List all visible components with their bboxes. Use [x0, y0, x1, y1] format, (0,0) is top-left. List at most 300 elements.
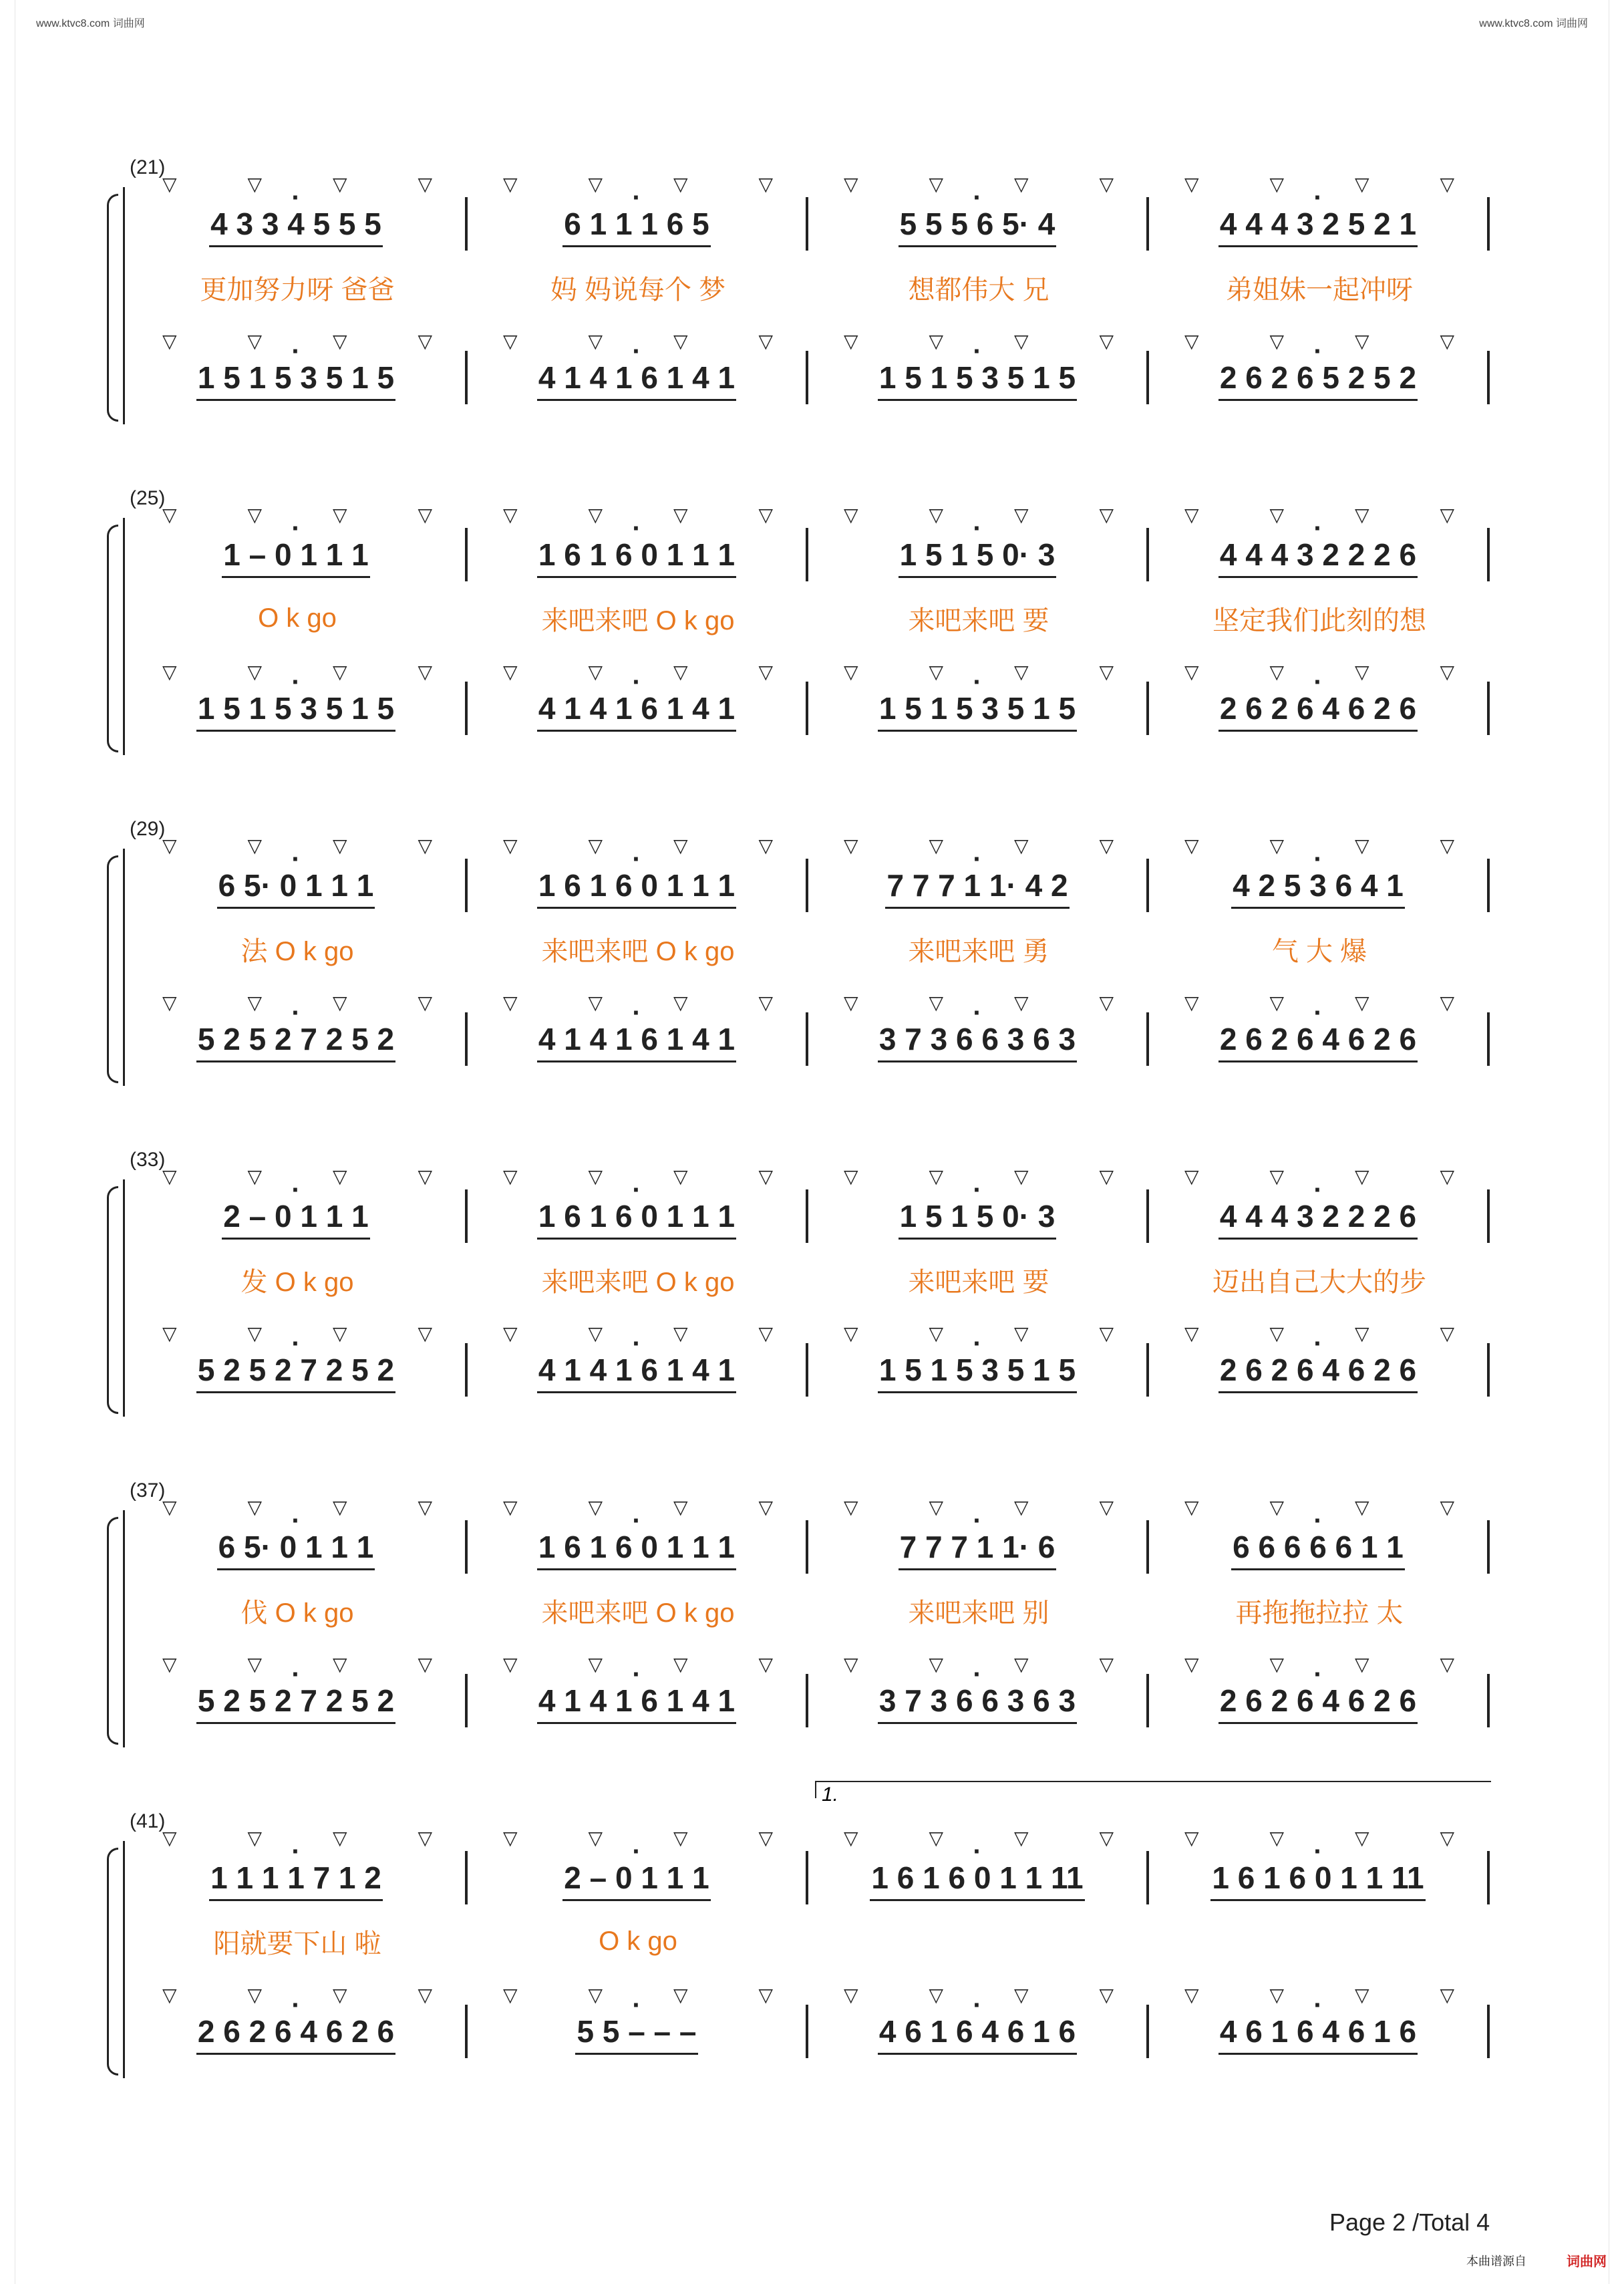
- measure: [127, 1674, 468, 1727]
- measure: [468, 1590, 808, 1630]
- bass-text: · 4 6 1 6 4 6 1 6: [1220, 2013, 1416, 2049]
- accent-triangle-icon: ▽: [418, 1322, 433, 1344]
- accent-triangle-icon: ▽: [247, 661, 263, 682]
- measure: [127, 1921, 468, 1961]
- accent-triangle-icon: ▽: [929, 835, 944, 856]
- accent-triangle-icon: ▽: [1440, 173, 1455, 194]
- accent-triangle-icon: ▽: [1354, 1827, 1369, 1848]
- melody-text: · 4 4 4 3 2 2 2 6: [1220, 537, 1416, 573]
- measure: [1149, 598, 1490, 638]
- accent-triangle-icon: ▽: [1184, 992, 1199, 1013]
- lyric-text: 来吧来吧 O k go: [541, 1598, 735, 1628]
- measure: [808, 859, 1149, 912]
- measure: [468, 197, 808, 251]
- bass-text: · 3 7 3 6 6 3 6 3: [879, 1683, 1076, 1719]
- accent-triangle-icon: ▽: [332, 330, 347, 351]
- accent-marks-row: [127, 835, 1490, 855]
- measure: [1149, 1012, 1490, 1066]
- accent-triangle-icon: ▽: [162, 1165, 177, 1187]
- bass-row: [127, 1343, 1490, 1397]
- accent-triangle-icon: ▽: [332, 1653, 347, 1675]
- accent-triangle-icon: ▽: [247, 1827, 263, 1848]
- accent-triangle-icon: ▽: [929, 1653, 944, 1675]
- melody-text: · 2 – 0 1 1 1: [223, 1198, 368, 1234]
- accent-triangle-icon: ▽: [1440, 504, 1455, 525]
- accent-triangle-icon: ▽: [1184, 1165, 1199, 1187]
- accent-triangle-icon: ▽: [247, 835, 263, 856]
- lyric-text: 弟姐妹一起冲呀: [1226, 275, 1413, 305]
- accent-triangle-icon: ▽: [1013, 1496, 1029, 1518]
- accent-marks-row: [127, 662, 1490, 682]
- header-right: www.ktvc8.com 词曲网: [1479, 18, 1588, 29]
- accent-triangle-icon: ▽: [673, 1496, 688, 1518]
- accent-triangle-icon: ▽: [247, 173, 263, 194]
- melody-text: · 7 7 7 1 1· 6: [900, 1529, 1055, 1565]
- system-4: [127, 1149, 1490, 1427]
- melody-row: [127, 1520, 1490, 1574]
- measure: [1149, 197, 1490, 251]
- melody-row: [127, 1851, 1490, 1904]
- measure: [808, 1260, 1149, 1300]
- system-start-line: [123, 849, 125, 1086]
- accent-triangle-icon: ▽: [758, 330, 774, 351]
- accent-triangle-icon: ▽: [843, 661, 858, 682]
- measure: [468, 1851, 808, 1904]
- accent-triangle-icon: ▽: [588, 661, 603, 682]
- melody-text: · 4 4 4 3 2 5 2 1: [1220, 206, 1416, 242]
- accent-triangle-icon: ▽: [1269, 1984, 1285, 2005]
- accent-triangle-icon: ▽: [1013, 1827, 1029, 1848]
- site-logo: 词曲网: [1567, 2255, 1607, 2269]
- accent-triangle-icon: ▽: [758, 661, 774, 682]
- measure-number: (29): [130, 818, 166, 840]
- melody-text: · 1 5 1 5 0· 3: [900, 537, 1055, 573]
- accent-triangle-icon: ▽: [502, 504, 518, 525]
- lyric-row: [127, 929, 1490, 969]
- accent-triangle-icon: ▽: [1269, 1496, 1285, 1518]
- bass-text: · 4 1 4 1 6 1 4 1: [538, 690, 735, 726]
- accent-marks-row: [127, 505, 1490, 525]
- measure: [808, 1674, 1149, 1727]
- melody-row: [127, 1189, 1490, 1243]
- accent-triangle-icon: ▽: [1269, 661, 1285, 682]
- accent-triangle-icon: ▽: [1184, 835, 1199, 856]
- melody-text: · 1 6 1 6 0 1 1 1: [538, 1529, 735, 1565]
- system-start-line: [123, 1179, 125, 1417]
- lyric-text: 迈出自己大大的步: [1212, 1267, 1426, 1297]
- accent-triangle-icon: ▽: [418, 992, 433, 1013]
- system-6: [127, 1783, 1490, 2088]
- system-brace: [107, 525, 118, 752]
- melody-text: · 5 5 5 6 5· 4: [900, 206, 1055, 242]
- accent-marks-row: [127, 1497, 1490, 1517]
- bass-text: · 2 6 2 6 4 6 2 6: [1220, 1021, 1416, 1057]
- accent-triangle-icon: ▽: [843, 1827, 858, 1848]
- melody-row: [127, 859, 1490, 912]
- melody-text: · 4 2 5 3 6 4 1: [1233, 867, 1404, 903]
- measure: [1149, 1921, 1490, 1961]
- accent-triangle-icon: ▽: [1354, 992, 1369, 1013]
- measure: [808, 1921, 1149, 1961]
- system-2: [127, 487, 1490, 765]
- accent-triangle-icon: ▽: [418, 661, 433, 682]
- bass-row: [127, 1012, 1490, 1066]
- measure: [127, 1189, 468, 1243]
- melody-text: · 4 3 3 4 5 5 5: [210, 206, 381, 242]
- accent-triangle-icon: ▽: [1184, 173, 1199, 194]
- accent-triangle-icon: ▽: [1099, 661, 1114, 682]
- accent-triangle-icon: ▽: [1440, 1653, 1455, 1675]
- accent-triangle-icon: ▽: [1099, 1165, 1114, 1187]
- measure: [1149, 1343, 1490, 1397]
- accent-triangle-icon: ▽: [758, 835, 774, 856]
- measure: [127, 859, 468, 912]
- accent-triangle-icon: ▽: [673, 1165, 688, 1187]
- accent-triangle-icon: ▽: [1440, 1165, 1455, 1187]
- system-1: [127, 156, 1490, 434]
- bass-text: · 1 5 1 5 3 5 1 5: [198, 690, 394, 726]
- bass-text: · 4 1 4 1 6 1 4 1: [538, 1352, 735, 1388]
- accent-triangle-icon: ▽: [332, 1827, 347, 1848]
- accent-marks-row: [127, 331, 1490, 351]
- accent-triangle-icon: ▽: [1440, 661, 1455, 682]
- lyric-row: [127, 1921, 1490, 1961]
- accent-triangle-icon: ▽: [929, 992, 944, 1013]
- accent-triangle-icon: ▽: [929, 504, 944, 525]
- bass-text: · 4 1 4 1 6 1 4 1: [538, 1021, 735, 1057]
- accent-triangle-icon: ▽: [1269, 330, 1285, 351]
- accent-triangle-icon: ▽: [162, 1653, 177, 1675]
- accent-triangle-icon: ▽: [1354, 504, 1369, 525]
- accent-triangle-icon: ▽: [332, 173, 347, 194]
- bass-text: · 4 1 4 1 6 1 4 1: [538, 1683, 735, 1719]
- measure: [808, 1343, 1149, 1397]
- measure: [1149, 1851, 1490, 1904]
- accent-triangle-icon: ▽: [588, 1322, 603, 1344]
- measure: [468, 267, 808, 307]
- accent-triangle-icon: ▽: [929, 1322, 944, 1344]
- lyric-text: O k go: [258, 603, 337, 633]
- accent-triangle-icon: ▽: [162, 1827, 177, 1848]
- lyric-text: 来吧来吧 勇: [908, 936, 1049, 966]
- measure: [468, 1520, 808, 1574]
- accent-triangle-icon: ▽: [1099, 330, 1114, 351]
- accent-triangle-icon: ▽: [588, 1984, 603, 2005]
- accent-triangle-icon: ▽: [502, 1496, 518, 1518]
- measure: [127, 682, 468, 735]
- lyric-text: 来吧来吧 O k go: [541, 1267, 735, 1297]
- accent-triangle-icon: ▽: [1269, 173, 1285, 194]
- bass-text: · 1 5 1 5 3 5 1 5: [198, 360, 394, 396]
- accent-triangle-icon: ▽: [843, 1496, 858, 1518]
- accent-triangle-icon: ▽: [1013, 173, 1029, 194]
- lyric-text: 法 O k go: [240, 936, 354, 966]
- lyric-text: 妈 妈说每个 梦: [550, 275, 726, 305]
- accent-triangle-icon: ▽: [1099, 504, 1114, 525]
- accent-triangle-icon: ▽: [929, 330, 944, 351]
- measure-number: (41): [130, 1810, 166, 1832]
- accent-triangle-icon: ▽: [929, 1827, 944, 1848]
- melody-text: · 1 6 1 6 0 1 1 11: [1212, 1860, 1424, 1896]
- measure: [127, 1590, 468, 1630]
- accent-triangle-icon: ▽: [1013, 504, 1029, 525]
- accent-triangle-icon: ▽: [162, 173, 177, 194]
- accent-marks-row: [127, 1654, 1490, 1674]
- accent-triangle-icon: ▽: [332, 1496, 347, 1518]
- melody-text: · 1 1 1 1 7 1 2: [210, 1860, 381, 1896]
- accent-triangle-icon: ▽: [1354, 1653, 1369, 1675]
- accent-triangle-icon: ▽: [673, 1984, 688, 2005]
- accent-triangle-icon: ▽: [418, 504, 433, 525]
- melody-text: · 1 6 1 6 0 1 1 1: [538, 1198, 735, 1234]
- accent-triangle-icon: ▽: [1440, 330, 1455, 351]
- accent-triangle-icon: ▽: [929, 1165, 944, 1187]
- accent-triangle-icon: ▽: [162, 1496, 177, 1518]
- header-left: www.ktvc8.com 词曲网: [36, 18, 145, 29]
- accent-triangle-icon: ▽: [929, 1496, 944, 1518]
- accent-marks-row: [127, 992, 1490, 1012]
- melody-text: · 1 6 1 6 0 1 1 1: [538, 867, 735, 903]
- measure: [808, 598, 1149, 638]
- bass-text: · 2 6 2 6 4 6 2 6: [1220, 1352, 1416, 1388]
- accent-triangle-icon: ▽: [1269, 835, 1285, 856]
- lyric-text: 坚定我们此刻的想: [1212, 605, 1426, 635]
- lyric-row: [127, 1260, 1490, 1300]
- accent-triangle-icon: ▽: [502, 661, 518, 682]
- measure: [1149, 1260, 1490, 1300]
- accent-triangle-icon: ▽: [1440, 835, 1455, 856]
- measure: [808, 2005, 1149, 2058]
- accent-triangle-icon: ▽: [332, 835, 347, 856]
- accent-triangle-icon: ▽: [1440, 992, 1455, 1013]
- accent-triangle-icon: ▽: [1354, 173, 1369, 194]
- bass-text: · 1 5 1 5 3 5 1 5: [879, 360, 1076, 396]
- measure: [468, 682, 808, 735]
- accent-triangle-icon: ▽: [1184, 1322, 1199, 1344]
- bass-row: [127, 351, 1490, 404]
- accent-triangle-icon: ▽: [332, 661, 347, 682]
- lyric-text: 来吧来吧 要: [908, 605, 1049, 635]
- bass-text: · 2 6 2 6 4 6 2 6: [198, 2013, 394, 2049]
- accent-triangle-icon: ▽: [502, 330, 518, 351]
- bass-row: [127, 2005, 1490, 2058]
- measure: [1149, 2005, 1490, 2058]
- measure: [1149, 859, 1490, 912]
- system-brace: [107, 1517, 118, 1745]
- accent-triangle-icon: ▽: [673, 173, 688, 194]
- accent-triangle-icon: ▽: [843, 1165, 858, 1187]
- measure: [127, 1012, 468, 1066]
- accent-triangle-icon: ▽: [162, 835, 177, 856]
- accent-triangle-icon: ▽: [1013, 1322, 1029, 1344]
- accent-marks-row: [127, 1323, 1490, 1343]
- lyric-text: 伐 O k go: [240, 1598, 354, 1628]
- volta-bracket: [815, 1781, 1491, 1806]
- measure: [808, 528, 1149, 581]
- accent-triangle-icon: ▽: [843, 835, 858, 856]
- measure: [127, 528, 468, 581]
- melody-text: · 7 7 7 1 1· 4 2: [886, 867, 1068, 903]
- system-brace: [107, 194, 118, 422]
- melody-text: · 1 5 1 5 0· 3: [900, 1198, 1055, 1234]
- accent-triangle-icon: ▽: [843, 173, 858, 194]
- melody-text: · 6 6 6 6 6 1 1: [1233, 1529, 1404, 1565]
- accent-triangle-icon: ▽: [1184, 504, 1199, 525]
- accent-triangle-icon: ▽: [418, 1827, 433, 1848]
- accent-triangle-icon: ▽: [929, 173, 944, 194]
- measure-number: (25): [130, 487, 166, 509]
- accent-triangle-icon: ▽: [1354, 1984, 1369, 2005]
- accent-triangle-icon: ▽: [843, 1984, 858, 2005]
- accent-triangle-icon: ▽: [1099, 1653, 1114, 1675]
- accent-triangle-icon: ▽: [758, 173, 774, 194]
- accent-triangle-icon: ▽: [758, 1827, 774, 1848]
- bass-text: · 5 2 5 2 7 2 5 2: [198, 1683, 394, 1719]
- volta-label: 1.: [822, 1783, 839, 1806]
- accent-triangle-icon: ▽: [673, 661, 688, 682]
- bass-row: [127, 682, 1490, 735]
- accent-triangle-icon: ▽: [162, 504, 177, 525]
- measure: [1149, 1674, 1490, 1727]
- accent-triangle-icon: ▽: [502, 835, 518, 856]
- system-start-line: [123, 518, 125, 755]
- accent-triangle-icon: ▽: [1099, 1322, 1114, 1344]
- lyric-text: 来吧来吧 要: [908, 1267, 1049, 1297]
- accent-triangle-icon: ▽: [418, 173, 433, 194]
- accent-triangle-icon: ▽: [418, 1165, 433, 1187]
- measure: [468, 1260, 808, 1300]
- accent-triangle-icon: ▽: [332, 1322, 347, 1344]
- measure: [127, 598, 468, 638]
- accent-triangle-icon: ▽: [1440, 1496, 1455, 1518]
- accent-triangle-icon: ▽: [588, 1827, 603, 1848]
- measure: [468, 598, 808, 638]
- bass-text: · 4 1 4 1 6 1 4 1: [538, 360, 735, 396]
- measure: [468, 1012, 808, 1066]
- accent-triangle-icon: ▽: [247, 992, 263, 1013]
- measure: [1149, 1590, 1490, 1630]
- accent-triangle-icon: ▽: [758, 1496, 774, 1518]
- accent-triangle-icon: ▽: [332, 1165, 347, 1187]
- accent-triangle-icon: ▽: [162, 992, 177, 1013]
- melody-text: · 6 5· 0 1 1 1: [218, 1529, 374, 1565]
- melody-text: · 1 – 0 1 1 1: [223, 537, 368, 573]
- system-brace: [107, 855, 118, 1083]
- accent-triangle-icon: ▽: [332, 992, 347, 1013]
- accent-triangle-icon: ▽: [673, 1322, 688, 1344]
- accent-triangle-icon: ▽: [162, 1322, 177, 1344]
- measure: [1149, 1189, 1490, 1243]
- accent-triangle-icon: ▽: [247, 330, 263, 351]
- accent-triangle-icon: ▽: [1013, 1984, 1029, 2005]
- accent-triangle-icon: ▽: [162, 1984, 177, 2005]
- measure: [468, 528, 808, 581]
- bass-text: · 3 7 3 6 6 3 6 3: [879, 1021, 1076, 1057]
- accent-triangle-icon: ▽: [502, 173, 518, 194]
- accent-triangle-icon: ▽: [758, 504, 774, 525]
- bass-text: · 2 6 2 6 5 2 5 2: [1220, 360, 1416, 396]
- accent-triangle-icon: ▽: [1269, 504, 1285, 525]
- system-start-line: [123, 1510, 125, 1747]
- accent-triangle-icon: ▽: [929, 1984, 944, 2005]
- accent-triangle-icon: ▽: [1354, 835, 1369, 856]
- measure-number: (33): [130, 1149, 166, 1171]
- measure: [808, 929, 1149, 969]
- accent-triangle-icon: ▽: [247, 1653, 263, 1675]
- bass-text: · 1 5 1 5 3 5 1 5: [879, 690, 1076, 726]
- accent-triangle-icon: ▽: [418, 1496, 433, 1518]
- accent-triangle-icon: ▽: [1184, 661, 1199, 682]
- measure: [127, 2005, 468, 2058]
- measure: [127, 929, 468, 969]
- measure: [127, 351, 468, 404]
- accent-triangle-icon: ▽: [502, 992, 518, 1013]
- accent-triangle-icon: ▽: [1354, 1165, 1369, 1187]
- left-margin-strip: [0, 0, 15, 2284]
- accent-triangle-icon: ▽: [1099, 173, 1114, 194]
- measure: [808, 197, 1149, 251]
- accent-triangle-icon: ▽: [502, 1984, 518, 2005]
- measure: [468, 1674, 808, 1727]
- accent-triangle-icon: ▽: [1440, 1827, 1455, 1848]
- melody-text: · 6 1 1 1 6 5: [564, 206, 709, 242]
- measure: [1149, 351, 1490, 404]
- measure: [1149, 1520, 1490, 1574]
- measure: [127, 267, 468, 307]
- accent-triangle-icon: ▽: [588, 1165, 603, 1187]
- accent-triangle-icon: ▽: [673, 1827, 688, 1848]
- measure-number: (37): [130, 1479, 166, 1502]
- accent-triangle-icon: ▽: [247, 1984, 263, 2005]
- measure: [808, 1012, 1149, 1066]
- accent-triangle-icon: ▽: [673, 330, 688, 351]
- accent-triangle-icon: ▽: [1184, 1496, 1199, 1518]
- lyric-text: 来吧来吧 O k go: [541, 936, 735, 966]
- lyric-text: 更加努力呀 爸爸: [200, 275, 395, 305]
- measure: [1149, 929, 1490, 969]
- lyric-text: 再拖拖拉拉 太: [1235, 1598, 1404, 1628]
- accent-triangle-icon: ▽: [502, 1322, 518, 1344]
- accent-triangle-icon: ▽: [1354, 661, 1369, 682]
- accent-triangle-icon: ▽: [588, 1496, 603, 1518]
- accent-triangle-icon: ▽: [502, 1653, 518, 1675]
- accent-triangle-icon: ▽: [332, 1984, 347, 2005]
- measure: [127, 1520, 468, 1574]
- measure: [468, 859, 808, 912]
- measure: [1149, 682, 1490, 735]
- system-3: [127, 818, 1490, 1096]
- lyric-text: 气 大 爆: [1271, 936, 1367, 966]
- measure: [127, 1260, 468, 1300]
- lyric-text: 想都伟大 兄: [908, 275, 1049, 305]
- melody-text: · 4 4 4 3 2 2 2 6: [1220, 1198, 1416, 1234]
- bass-text: · 5 2 5 2 7 2 5 2: [198, 1021, 394, 1057]
- accent-triangle-icon: ▽: [1269, 1827, 1285, 1848]
- melody-row: [127, 197, 1490, 251]
- accent-triangle-icon: ▽: [1269, 992, 1285, 1013]
- accent-triangle-icon: ▽: [1440, 1984, 1455, 2005]
- lyric-row: [127, 267, 1490, 307]
- system-brace: [107, 1848, 118, 2076]
- measure: [468, 929, 808, 969]
- system-start-line: [123, 187, 125, 424]
- lyric-row: [127, 1590, 1490, 1630]
- accent-triangle-icon: ▽: [1013, 835, 1029, 856]
- accent-triangle-icon: ▽: [843, 1322, 858, 1344]
- accent-triangle-icon: ▽: [418, 835, 433, 856]
- lyric-text: 来吧来吧 O k go: [541, 605, 735, 635]
- accent-triangle-icon: ▽: [1099, 1984, 1114, 2005]
